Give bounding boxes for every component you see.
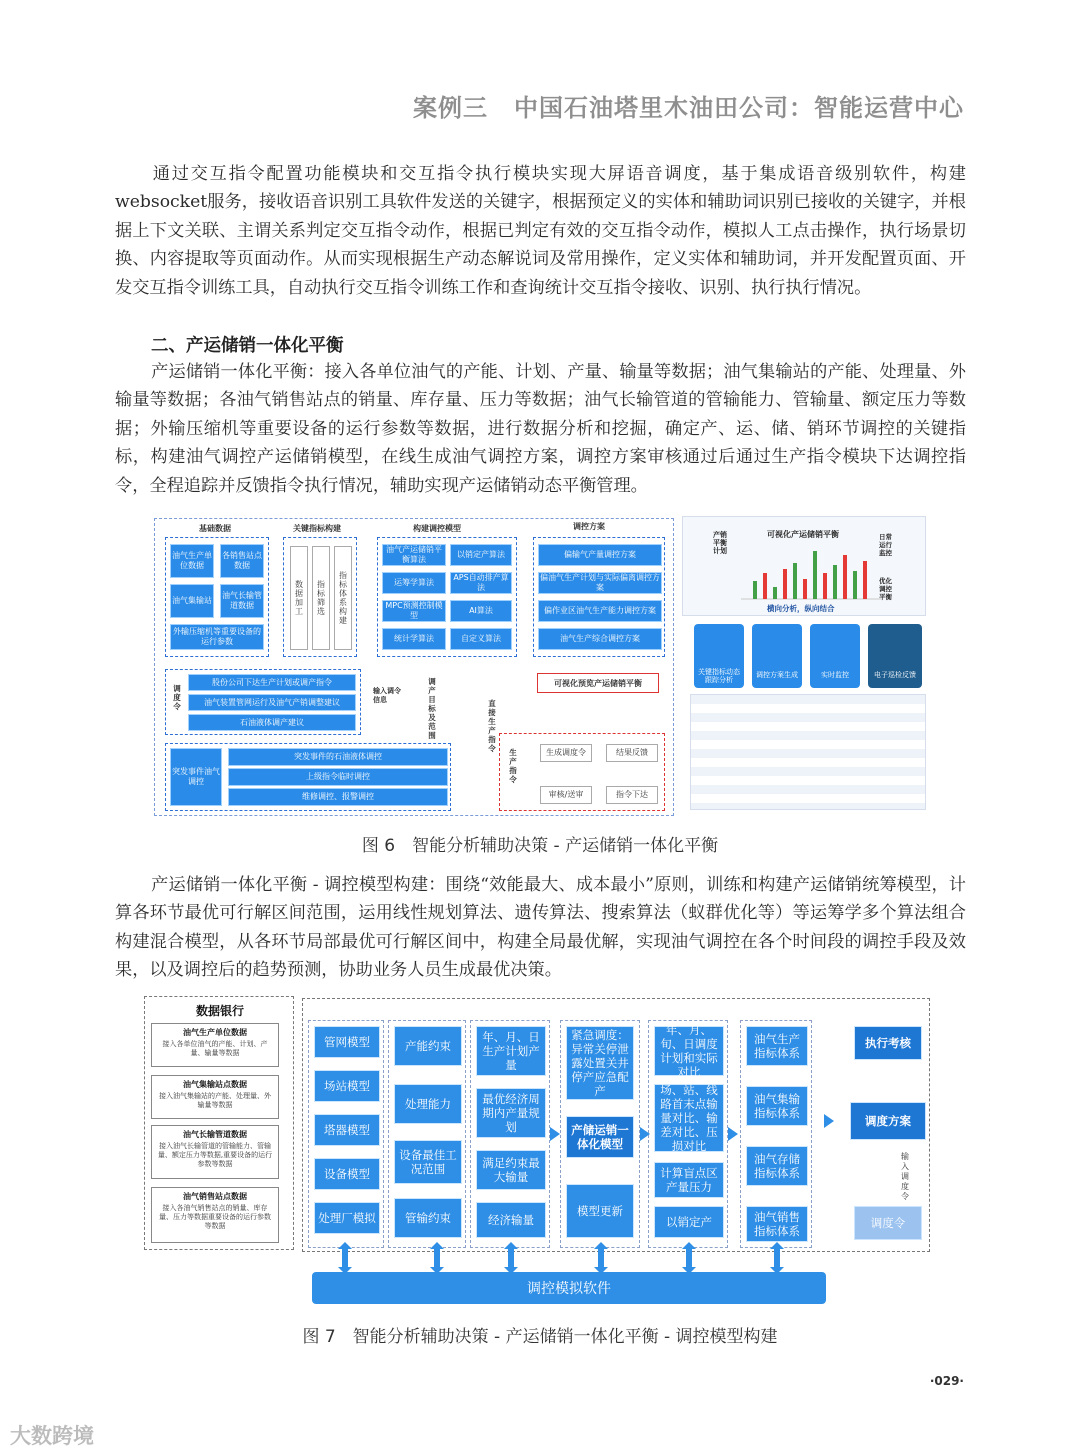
base-data-item: 各销售站点数据 bbox=[220, 544, 264, 578]
dispatch-item: 石油液体调产建议 bbox=[188, 714, 356, 731]
base-data-item: 油气生产单位数据 bbox=[170, 544, 214, 578]
emergency-box: 紧急调度：异常关停泄露处置关井停产应急配产 bbox=[566, 1026, 634, 1100]
visual-plan-box: 可视化预览产运储销平衡 bbox=[537, 673, 659, 693]
plan-item: 偏油气生产计划与实际偏离调控方案 bbox=[540, 573, 660, 592]
index-box: 油气生产指标体系 bbox=[746, 1026, 808, 1066]
case-number: 案例三 bbox=[413, 94, 488, 122]
bank-item-title: 油气长输管道数据 bbox=[183, 1130, 247, 1139]
key-index-block bbox=[283, 537, 357, 657]
dashboard-left-label: 产销平衡计划 bbox=[713, 531, 727, 555]
model-item: AI算法 bbox=[450, 600, 512, 622]
thumb-label: 电子巡检反馈 bbox=[874, 671, 916, 679]
core-model-box: 产储运销一体化模型 bbox=[566, 1116, 634, 1158]
input-dispatch-label: 输入调令信息 bbox=[373, 687, 401, 704]
bank-item bbox=[151, 1075, 279, 1119]
execute-check-box: 执行考核 bbox=[854, 1026, 922, 1060]
index-box: 油气销售指标体系 bbox=[746, 1206, 808, 1242]
bidirectional-arrow-icon bbox=[686, 1248, 692, 1268]
constraint-box: 设备最佳工况范围 bbox=[394, 1140, 462, 1184]
paragraph-3 bbox=[115, 871, 966, 985]
plan-box: 年、月、日生产计划产量 bbox=[476, 1026, 546, 1076]
key-index-item: 数据加工 bbox=[290, 546, 308, 650]
model-update-box: 模型更新 bbox=[566, 1184, 634, 1238]
plan-item: 油气生产综合调控方案 bbox=[538, 628, 662, 650]
input-order-label: 输入调度令 bbox=[901, 1152, 909, 1201]
dashboard-subtitle: 横向分析，纵向结合 bbox=[767, 604, 835, 613]
bank-item bbox=[151, 1125, 279, 1179]
model-item: 以销定产算法 bbox=[450, 544, 512, 566]
bank-item bbox=[151, 1187, 279, 1243]
key-index-item: 指标体系构建 bbox=[334, 546, 352, 650]
model-item: 油气产运储销平衡算法 bbox=[382, 544, 446, 566]
col-title-base: 基础数据 bbox=[199, 524, 231, 533]
bidirectional-arrow-icon bbox=[508, 1248, 514, 1268]
data-table-screen bbox=[690, 694, 926, 810]
bidirectional-arrow-icon bbox=[598, 1248, 604, 1268]
bank-item-title: 油气生产单位数据 bbox=[183, 1028, 247, 1037]
arrow-right-icon bbox=[824, 1114, 834, 1128]
dispatch-item: 股份公司下达生产计划或调产指令 bbox=[188, 674, 356, 691]
model-box: 管网模型 bbox=[314, 1026, 380, 1058]
col-title-model: 构建调控模型 bbox=[413, 524, 461, 533]
thumb-label: 关键指标动态跟踪分析 bbox=[698, 668, 740, 684]
base-data-block bbox=[165, 537, 269, 657]
plan-box: 最优经济周期内产量规划 bbox=[476, 1088, 546, 1138]
order-step: 生成调度令 bbox=[540, 744, 592, 762]
bank-item-desc: 接入各单位油气的产能、计划、产量、输量等数据 bbox=[162, 1040, 268, 1057]
visual-dashboard bbox=[682, 516, 926, 616]
dashboard-side-1: 日常运行监控 bbox=[879, 533, 892, 557]
emergency-block bbox=[165, 743, 451, 811]
index-box: 油气存储指标体系 bbox=[746, 1146, 808, 1186]
figure-6-diagram bbox=[154, 518, 674, 816]
order-step: 审核/送审 bbox=[540, 786, 592, 804]
constraint-box: 产能约束 bbox=[394, 1026, 462, 1066]
emergency-item: 维修调控、报警调控 bbox=[228, 788, 448, 806]
thumb-inspection bbox=[868, 624, 922, 688]
arrow-right-icon bbox=[728, 1127, 738, 1141]
thumb-plan bbox=[752, 624, 802, 688]
plan-item: 偏输气产量调控方案 bbox=[538, 544, 662, 566]
figure-6-screens bbox=[682, 516, 926, 814]
case-title: 中国石油塔里木油田公司：智能运营中心 bbox=[514, 94, 964, 122]
data-bank-title: 数据银行 bbox=[195, 1004, 244, 1018]
paragraph-1-text: 通过交互指令配置功能模块和交互指令执行模块实现大屏语音调度，基于集成语音级别软件，构建websocket服务，接收语音识别工具软件发送的关键字，根据预定义的实体和辅助词识别已接收的关键字，并根据上下文关联、主谓关系判定交互指令动作，根据已判定有效的交互指令动作，模拟人工点击操作，执行场景切换、内容提取等页面动作。从而实现根据生产动态解说词及常用操作，定义实体和辅助词，并开发配置页面、开发交互指令训练工具，自动执行交互指令训练工作和查询统计交互指令接收、识别、执行执行情况。 bbox=[115, 164, 966, 298]
model-item: APS自动排产算法 bbox=[450, 572, 512, 594]
base-data-item: 油气长输管道数据 bbox=[220, 584, 264, 618]
constraint-box: 管输约束 bbox=[394, 1198, 462, 1238]
thumb-key-index bbox=[694, 624, 744, 688]
order-step: 指令下达 bbox=[606, 786, 658, 804]
model-item: 自定义算法 bbox=[450, 628, 512, 650]
model-item: 统计学算法 bbox=[382, 628, 446, 650]
watermark: 大数跨境 bbox=[10, 1424, 94, 1448]
model-box: 处理厂模拟 bbox=[314, 1202, 380, 1234]
bank-item-title: 油气销售站点数据 bbox=[183, 1192, 247, 1201]
dashboard-bar-chart bbox=[741, 543, 881, 601]
dispatch-order-box: 调度令 bbox=[854, 1206, 922, 1240]
compare-box: 场、站、线路首末点输量对比、输差对比、压损对比 bbox=[654, 1084, 724, 1152]
plan-item: 偏作业区油气生产能力调控方案 bbox=[538, 600, 662, 622]
plan-box: 经济输量 bbox=[476, 1202, 546, 1238]
base-data-item: 外输压缩机等重要设备的运行参数 bbox=[170, 624, 264, 650]
bank-item-desc: 接入各油气销售站点的销量、库存量、压力等数据重要设备的运行参数等数据 bbox=[159, 1204, 271, 1230]
figure-7-diagram bbox=[144, 996, 932, 1308]
compare-box: 计算盲点区产量压力 bbox=[654, 1162, 724, 1198]
emergency-label: 突发事件油气调控 bbox=[170, 748, 222, 806]
model-box: 场站模型 bbox=[314, 1070, 380, 1102]
dispatch-label: 调度令 bbox=[173, 684, 181, 711]
figure-7-caption: 图 7 智能分析辅助决策 - 产运储销一体化平衡 - 调控模型构建 bbox=[302, 1327, 778, 1347]
thumb-monitor bbox=[810, 624, 860, 688]
dispatch-block bbox=[165, 669, 361, 735]
compare-box: 年、月、旬、日调度计划和实际对比 bbox=[654, 1026, 724, 1076]
thumb-label: 调控方案生成 bbox=[756, 671, 798, 679]
order-block bbox=[499, 733, 665, 811]
bidirectional-arrow-icon bbox=[774, 1248, 780, 1268]
col-title-plan: 调控方案 bbox=[573, 522, 605, 531]
constraint-box: 处理能力 bbox=[394, 1084, 462, 1124]
section-heading: 二、产运储销一体化平衡 bbox=[151, 336, 344, 356]
base-data-item: 油气集输站 bbox=[170, 584, 214, 618]
emergency-item: 上级指令临时调控 bbox=[228, 768, 448, 786]
direct-order-label: 直接生产指令 bbox=[488, 699, 496, 753]
compare-box: 以销定产 bbox=[654, 1206, 724, 1238]
bidirectional-arrow-icon bbox=[342, 1248, 348, 1268]
index-box: 油气集输指标体系 bbox=[746, 1086, 808, 1126]
key-index-item: 指标筛选 bbox=[312, 546, 330, 650]
figure-6-caption: 图 6 智能分析辅助决策 - 产运储销一体化平衡 bbox=[361, 836, 719, 856]
production-target-label: 调产目标及范围 bbox=[428, 677, 436, 740]
dispatch-item: 油气装置管网运行及油气产销调整建议 bbox=[188, 694, 356, 711]
paragraph-2-text: 产运储销一体化平衡：接入各单位油气的产能、计划、产量、输量等数据；油气集输站的产能、处理量、外输量等数据；各油气销售站点的销量、库存量、压力等数据；油气长输管道的管输能力、管输量、额定压力等数据；外输压缩机等重要设备的运行参数等数据，进行数据分析和挖掘，确定产、运、储、销环节调控的关键指标，构建油气调控产运储销模型，在线生成油气调控方案，调控方案审核通过后通过生产指令模块下达调控指令，全程追踪并反馈指令执行情况，辅助实现产运储销动态平衡管理。 bbox=[115, 362, 966, 496]
plan-box: 满足约束最大输量 bbox=[476, 1150, 546, 1190]
model-block bbox=[377, 537, 517, 657]
page-number: ·029· bbox=[929, 1374, 964, 1388]
model-item: 运筹学算法 bbox=[382, 572, 446, 594]
bank-item-desc: 接入油气集输站的产能、处理量、外输量等数据 bbox=[159, 1092, 271, 1109]
col-title-index: 关键指标构建 bbox=[293, 524, 341, 533]
bank-item bbox=[151, 1023, 279, 1067]
bidirectional-arrow-icon bbox=[434, 1248, 440, 1268]
model-box: 塔器模型 bbox=[314, 1114, 380, 1146]
dispatch-plan-box: 调度方案 bbox=[850, 1102, 926, 1140]
paragraph-1 bbox=[115, 160, 966, 302]
paragraph-2 bbox=[115, 358, 966, 500]
bank-item-title: 油气集输站点数据 bbox=[183, 1080, 247, 1089]
paragraph-3-text: 产运储销一体化平衡 - 调控模型构建：围绕“效能最大、成本最小”原则，训练和构建产运储销统筹模型，计算各环节最优可行解区间范围，运用线性规划算法、遗传算法、搜索算法（蚁群优化等）等运筹学多个算法组合构建混合模型，从各环节局部最优可行解区间中，构建全局最优解，实现油气调控在各个时间段的调控手段及效果，以及调控后的趋势预测，协助业务人员生成最优决策。 bbox=[115, 875, 966, 981]
order-step: 结果反馈 bbox=[606, 744, 658, 762]
control-simulation-software: 调控模拟软件 bbox=[312, 1272, 826, 1304]
model-box: 设备模型 bbox=[314, 1158, 380, 1190]
thumb-label: 实时监控 bbox=[821, 671, 849, 679]
bank-item-desc: 接入油气长输管道的管输能力、管输量、额定压力等数据,重要设备的运行参数等数据 bbox=[157, 1142, 273, 1168]
arrow-right-icon bbox=[550, 1127, 560, 1141]
emergency-item: 突发事件的石油液体调控 bbox=[228, 748, 448, 766]
dashboard-side-2: 优化调控平衡 bbox=[879, 577, 892, 601]
plan-block bbox=[533, 537, 665, 657]
page-header bbox=[413, 88, 964, 123]
model-item: MPC预测控制模型 bbox=[382, 600, 446, 622]
dashboard-title: 可视化产运储销平衡 bbox=[767, 530, 839, 539]
data-bank bbox=[144, 996, 294, 1250]
order-label: 生产指令 bbox=[509, 748, 517, 784]
